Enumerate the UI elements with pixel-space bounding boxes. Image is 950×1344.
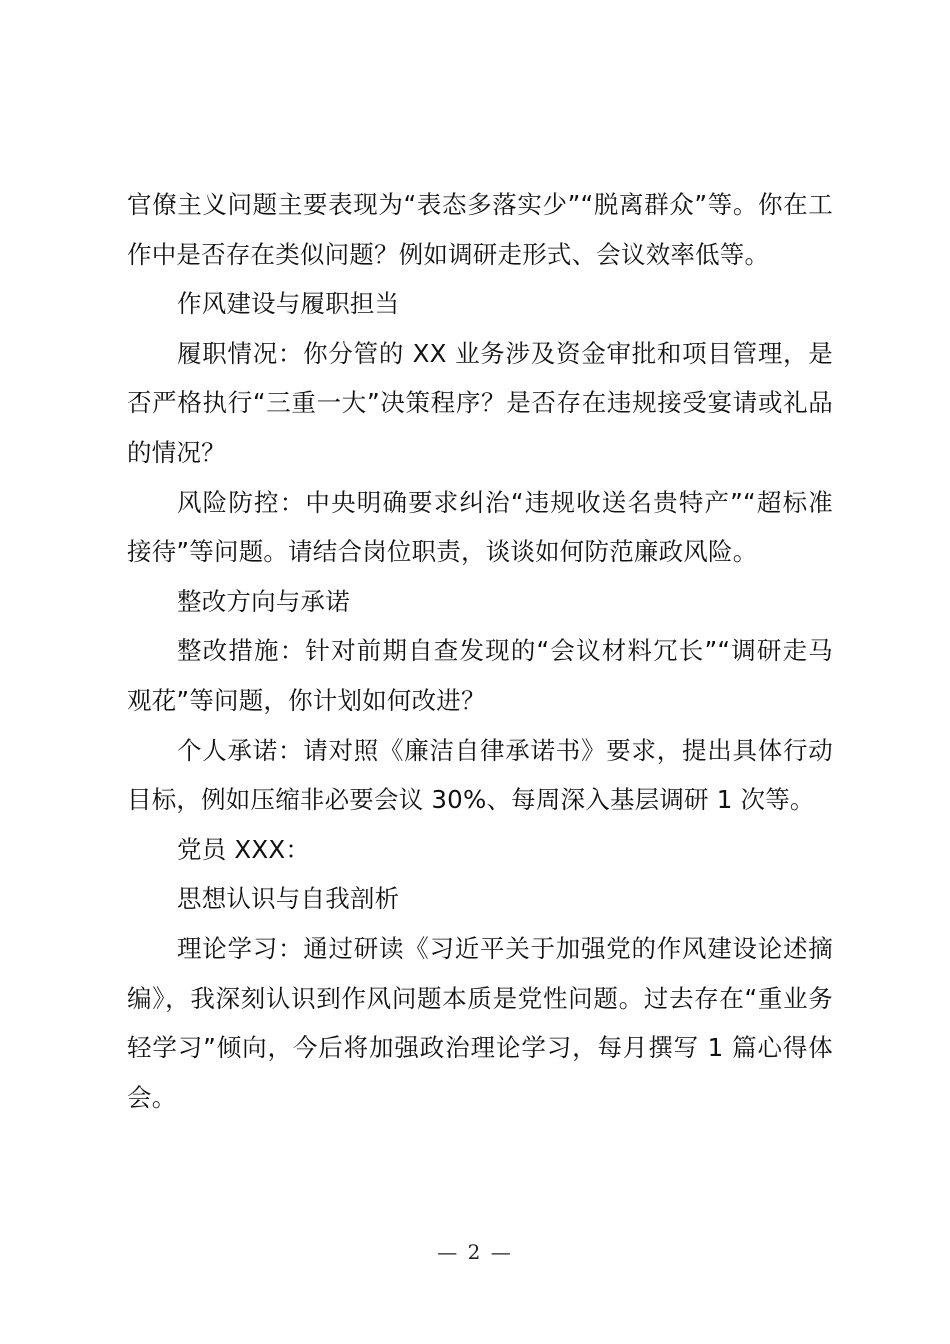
paragraph-party-member: 党员 XXX：: [177, 834, 311, 864]
section-heading-work-style: 作风建设与履职担当: [177, 289, 400, 319]
paragraph-duty-performance: 履职情况：你分管的 XX 业务涉及资金审批和项目管理，是否严格执行“三重一大”决策程序？是否存在违规接受宴请或礼品的情况？: [127, 338, 833, 467]
paragraph-bureaucratism-question: 官僚主义问题主要表现为“表态多落实少”“脱离群众”等。你在工作中是否存在类似问题？例如调研走形式、会议效率低等。: [127, 190, 833, 269]
section-heading-self-analysis: 思想认识与自我剖析: [177, 884, 400, 914]
paragraph-theory-study: 理论学习：通过研读《习近平关于加强党的作风建设论述摘编》，我深刻认识到作风问题本质是党性问题。过去存在“重业务轻学习”倾向，今后将加强政治理论学习，每月撰写 1 篇心得体会。: [127, 933, 833, 1112]
paragraph-personal-commitment: 个人承诺：请对照《廉洁自律承诺书》要求，提出具体行动目标，例如压缩非必要会议 30%、每周深入基层调研 1 次等。: [127, 735, 833, 815]
document-body: [127, 180, 833, 1122]
section-heading-rectification: 整改方向与承诺: [177, 586, 350, 616]
paragraph-risk-control: 风险防控：中央明确要求纠治“违规收送名贵特产”“超标准接待”等问题。请结合岗位职责，谈谈如何防范廉政风险。: [127, 487, 833, 567]
paragraph-rectification-measures: 整改措施：针对前期自查发现的“会议材料冗长”“调研走马观花”等问题，你计划如何改进？: [127, 636, 833, 715]
page-number: — 2 —: [437, 1240, 513, 1264]
